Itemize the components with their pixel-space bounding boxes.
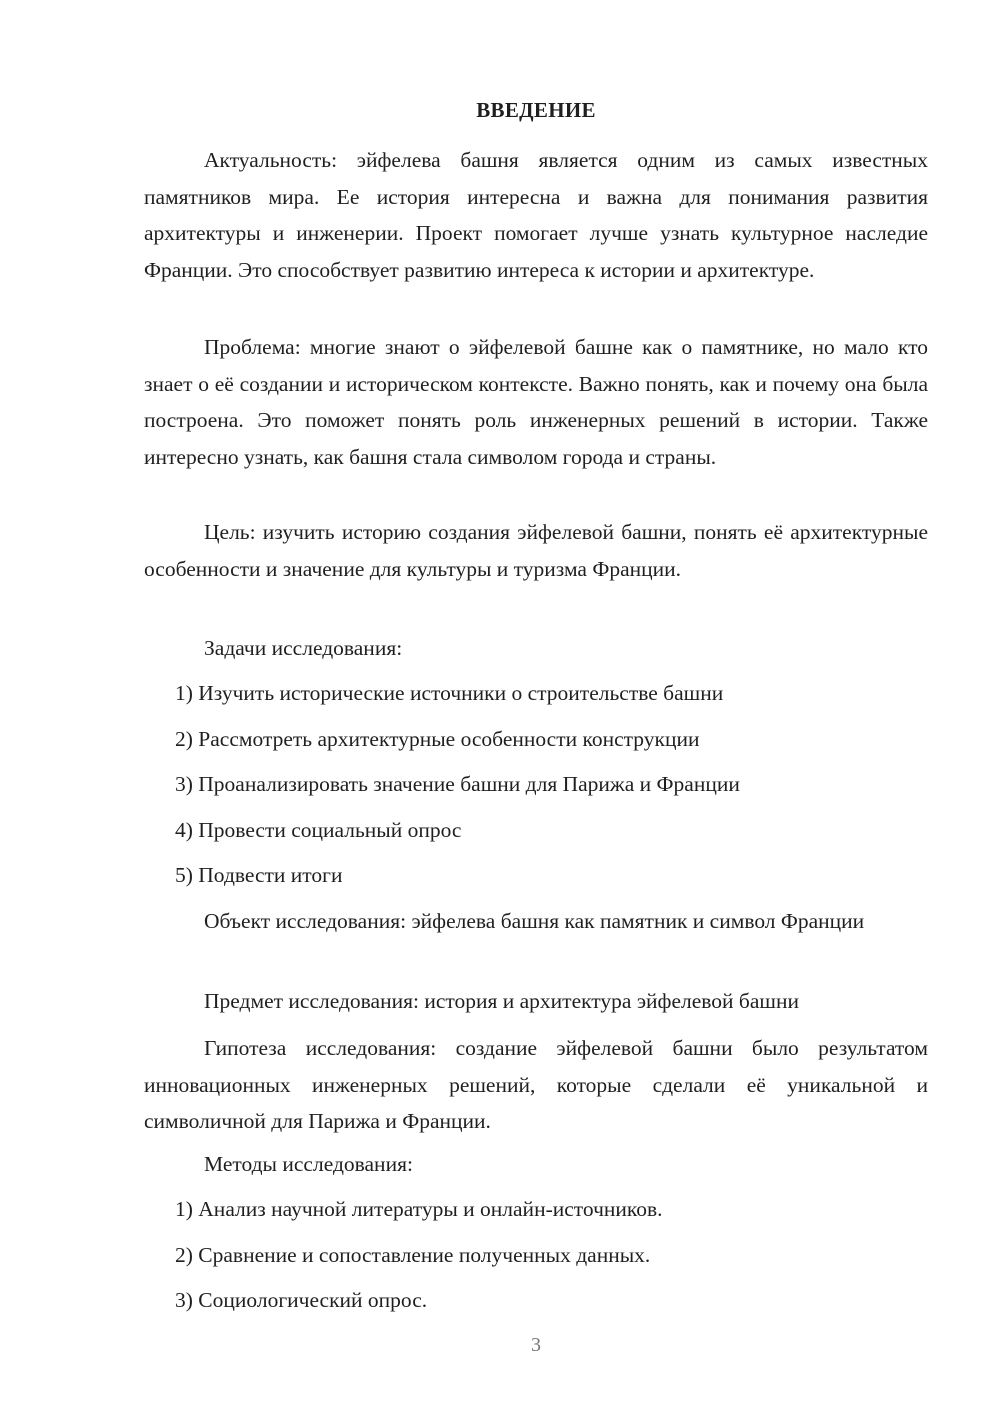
- method-item: 1) Анализ научной литературы и онлайн-источников.: [175, 1197, 663, 1221]
- goal-paragraph: Цель: изучить историю создания эйфелевой башни, понять её архитектурные особенности и значение для культуры и туризма Франции.: [144, 520, 928, 581]
- subject-paragraph: Предмет исследования: история и архитектура эйфелевой башни: [204, 989, 799, 1013]
- tasks-heading: Задачи исследования:: [204, 636, 403, 660]
- methods-heading: Методы исследования:: [204, 1152, 413, 1176]
- problem-paragraph: Проблема: многие знают о эйфелевой башне как о памятнике, но мало кто знает о её создании и историческом контексте. Важно понять, как и почему она была построена. Это поможет понять роль инженерных решений в истории. Также интересно узнать, как башня стала символом города и страны.: [144, 335, 928, 469]
- task-item: 2) Рассмотреть архитектурные особенности конструкции: [175, 727, 700, 751]
- object-paragraph: Объект исследования: эйфелева башня как памятник и символ Франции: [204, 909, 865, 933]
- method-item: 2) Сравнение и сопоставление полученных данных.: [175, 1243, 651, 1267]
- task-item: 5) Подвести итоги: [175, 863, 343, 887]
- task-item: 1) Изучить исторические источники о строительстве башни: [175, 681, 724, 705]
- page-number: 3: [531, 1334, 541, 1356]
- relevance-paragraph: Актуальность: эйфелева башня является одним из самых известных памятников мира. Ее история интересна и важна для понимания развития архитектуры и инженерии. Проект помогает лучше узнать культурное наследие Франции. Это способствует развитию интереса к истории и архитектуре.: [144, 148, 928, 282]
- task-item: 3) Проанализировать значение башни для Парижа и Франции: [175, 772, 740, 796]
- task-item: 4) Провести социальный опрос: [175, 818, 462, 842]
- page-title: ВВЕДЕНИЕ: [476, 98, 596, 122]
- method-item: 3) Социологический опрос.: [175, 1288, 428, 1312]
- hypothesis-paragraph: Гипотеза исследования: создание эйфелевой башни было результатом инновационных инженерных решений, которые сделали её уникальной и символичной для Парижа и Франции.: [144, 1036, 928, 1133]
